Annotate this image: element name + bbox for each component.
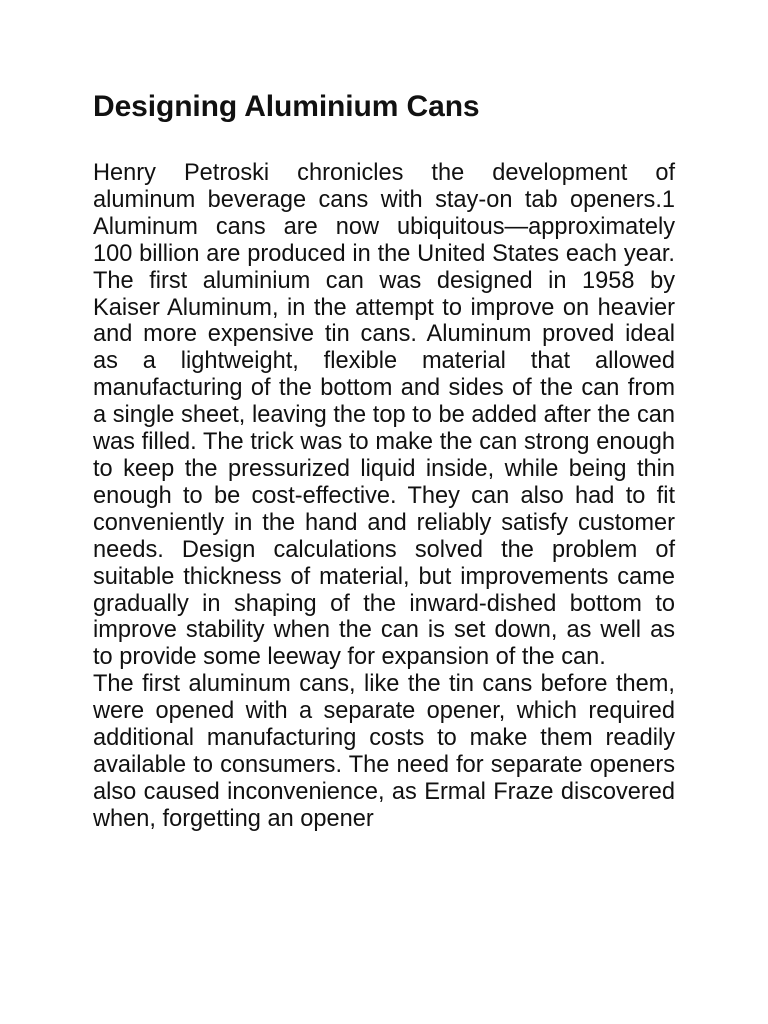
body-paragraph-2: The first aluminum cans, like the tin cans before them, were opened with a separate opener, which required additional manufacturing costs to make them readily available to consumers. The need for separate openers also caused inconvenience, as Ermal Fraze discovered when, forgetting an opener	[93, 671, 675, 832]
document-title: Designing Aluminium Cans	[93, 90, 480, 123]
body-paragraph-1: Henry Petroski chronicles the development of aluminum beverage cans with stay-on tab openers.1 Aluminum cans are now ubiquitous—approximately 100 billion are produced in the United States each year. The first aluminium can was designed in 1958 by Kaiser Aluminum, in the attempt to improve on heavier and more expensive tin cans. Aluminum proved ideal as a lightweight, flexible material that allowed manufacturing of the bottom and sides of the can from a single sheet, leaving the top to be added after the can was filled. The trick was to make the can strong enough to keep the pressurized liquid inside, while being thin enough to be cost-effective. They can also had to fit conveniently in the hand and reliably satisfy customer needs. Design calculations solved the problem of suitable thickness of material, but improvements came gradually in shaping of the inward-dished bottom to improve stability when the can is set down, as well as to provide some leeway for expansion of the can.	[93, 160, 675, 671]
document-page	[93, 80, 675, 833]
